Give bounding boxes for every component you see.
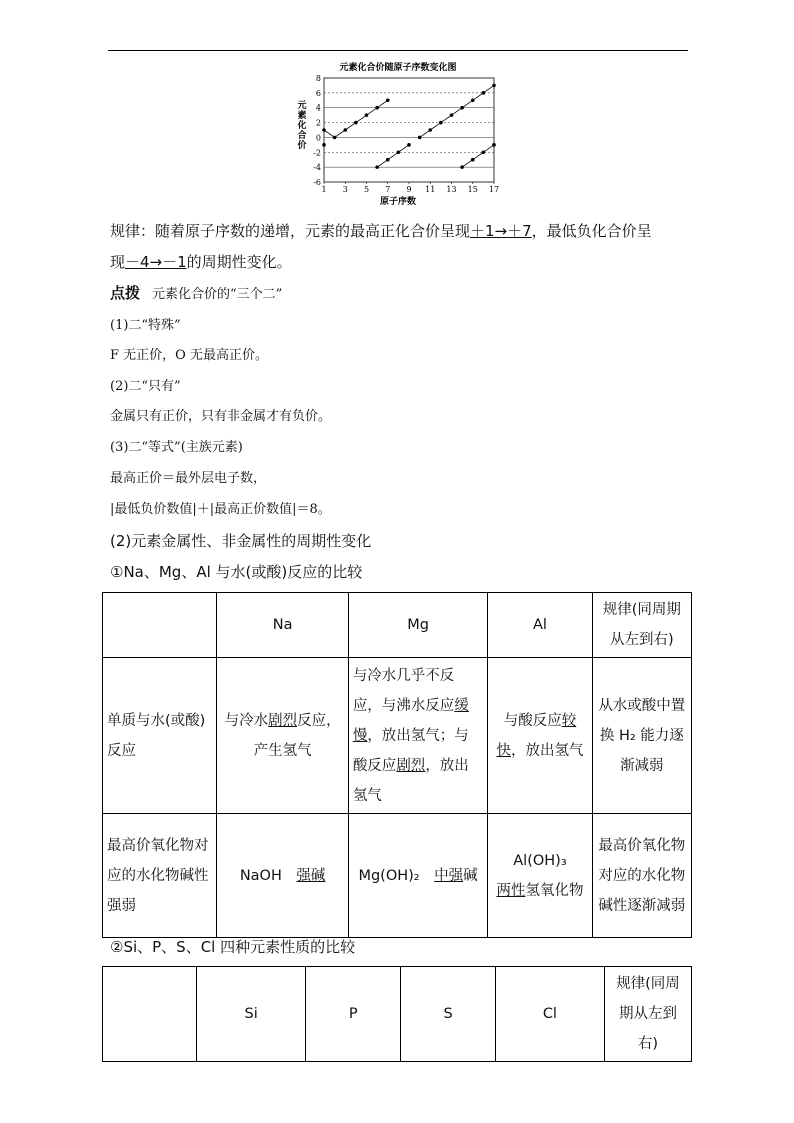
data-point <box>322 143 326 147</box>
header-rule <box>108 50 688 51</box>
data-point <box>482 150 486 154</box>
data-point <box>450 113 454 117</box>
equation-body-2: |最低负价数值|＋|最高正价数值|＝8。 <box>110 502 331 517</box>
y-tick-label: 8 <box>315 74 321 83</box>
section-heading: (2)元素金属性、非金属性的周期性变化 <box>110 532 372 550</box>
series-line <box>377 145 409 167</box>
plot-frame <box>324 78 494 182</box>
series-line <box>462 145 494 167</box>
x-tick-label: 11 <box>425 185 436 194</box>
x-tick-label: 9 <box>406 185 412 194</box>
equation-heading: (3)二“等式”(主族元素) <box>110 440 243 455</box>
tip-heading: 点拨 元素化合价的“三个二” <box>110 284 283 302</box>
data-point <box>397 150 401 154</box>
y-tick-label: -2 <box>313 148 321 158</box>
x-tick-label: 17 <box>488 185 500 194</box>
data-point <box>407 143 411 147</box>
data-point <box>375 106 379 110</box>
only-heading: (2)二“只有” <box>110 379 181 394</box>
special-heading: (1)二“特殊” <box>110 318 181 333</box>
x-axis-label: 原子序数 <box>379 197 417 206</box>
data-point <box>343 128 347 132</box>
special-body: F 无正价，O 无最高正价。 <box>110 348 268 363</box>
y-tick-label: 6 <box>315 88 321 98</box>
data-point <box>471 158 475 162</box>
rule-line-1: 规律：随着原子序数的递增，元素的最高正化合价呈现＋1→＋7，最低负化合价呈 <box>110 222 652 240</box>
x-tick-label: 5 <box>363 185 370 194</box>
nonmetal-comparison-table: Si P S Cl 规律(同周期从左到右) <box>102 966 692 1062</box>
data-point <box>333 136 337 140</box>
x-tick-label: 15 <box>467 185 478 194</box>
data-point <box>354 121 358 125</box>
data-point <box>365 113 369 117</box>
y-tick-label: 2 <box>315 118 321 128</box>
chart-title: 元素化合价随原子序数变化图 <box>339 63 457 73</box>
valence-chart <box>288 58 508 206</box>
data-point <box>322 128 326 132</box>
data-point <box>460 165 464 169</box>
x-tick-label: 13 <box>446 185 457 194</box>
x-tick-label: 1 <box>321 185 327 194</box>
data-point <box>460 106 464 110</box>
data-point <box>439 121 443 125</box>
y-tick-label: -6 <box>313 178 321 187</box>
y-tick-label: -4 <box>313 163 321 173</box>
only-body: 金属只有正价，只有非金属才有负价。 <box>110 409 332 424</box>
data-point <box>471 98 475 102</box>
data-point <box>375 165 379 169</box>
data-point <box>386 98 390 102</box>
y-tick-label: 0 <box>315 133 321 143</box>
y-axis-label: 元素化合价 <box>297 101 307 151</box>
y-tick-label: 4 <box>315 103 321 113</box>
rule-line-2: 现－4→－1的周期性变化。 <box>110 253 292 271</box>
data-point <box>492 84 496 88</box>
metal-comparison-table: Na Mg Al 规律(同周期从左到右) 单质与水(或酸)反应 与冷水剧烈反应，产生氢气 与冷水几乎不反应，与沸水反应缓慢，放出氢气；与酸反应剧烈，放出氢气 与酸反应较快，放出氢气 从水或酸中置换 H₂ 能力逐渐减弱 最高价氧化物对应的水化物碱性强弱 NaOH 强碱 Mg(OH)₂ 中强碱 Al(OH)₃ 两性氢氧化物 最高价氧化物对应的水化物碱性逐渐减弱 <box>102 592 692 938</box>
series-line <box>324 100 388 137</box>
x-tick-label: 7 <box>385 185 391 194</box>
data-point <box>386 158 390 162</box>
table2-caption: ②Si、P、S、Cl 四种元素性质的比较 <box>110 938 356 956</box>
data-point <box>418 136 422 140</box>
data-point <box>492 143 496 147</box>
data-point <box>482 91 486 95</box>
table1-caption: ①Na、Mg、Al 与水(或酸)反应的比较 <box>110 563 363 581</box>
equation-body-1: 最高正价＝最外层电子数， <box>110 471 267 486</box>
x-tick-label: 3 <box>342 185 348 194</box>
data-point <box>428 128 432 132</box>
